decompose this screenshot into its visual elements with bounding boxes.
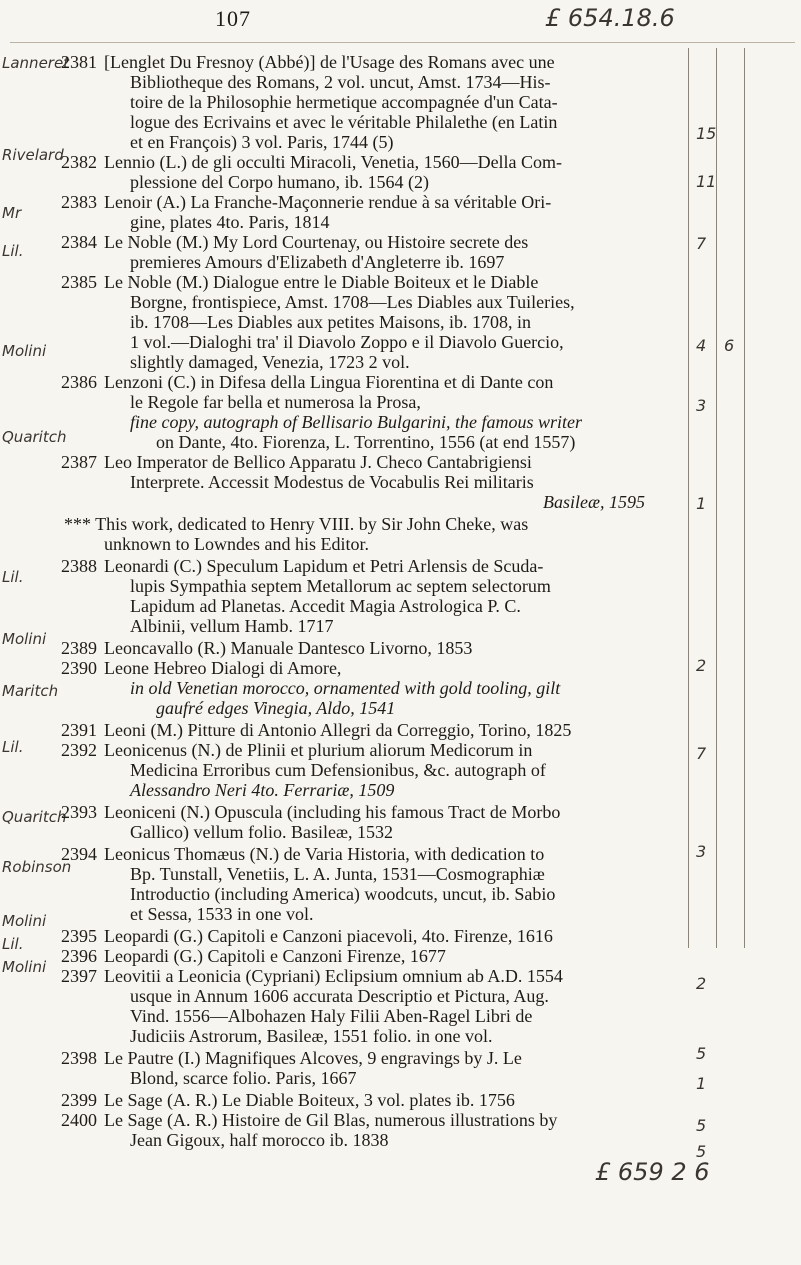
entry-line: Blond, scarce folio. Paris, 1667 [130,1068,357,1088]
entry-line: Leonicenus (N.) de Plinii et plurium aliorum Medicorum in [104,740,533,760]
price-pounds: 3 [696,396,707,415]
entry-line: [Lenglet Du Fresnoy (Abbé)] de l'Usage des Romans avec une [104,52,555,72]
entry-line: Bp. Tunstall, Venetiis, L. A. Junta, 1531—Cosmographiæ [130,864,545,884]
entry-line: et en François) 3 vol. Paris, 1744 (5) [130,132,394,152]
entry-line: gaufré edges Vinegia, Aldo, 1541 [156,698,396,718]
margin-note: Molini [2,342,47,360]
price-pounds: 7 [696,744,707,763]
note-line: *** This work, dedicated to Henry VIII. by Sir John Cheke, was [64,514,529,534]
price-pounds: 3 [696,842,707,861]
margin-note: Robinson [2,858,72,876]
page-number: 107 [215,6,251,31]
entry-line: Alessandro Neri 4to. Ferrariæ, 1509 [130,780,395,800]
entry-line: Le Sage (A. R.) Histoire de Gil Blas, numerous illustrations by [104,1110,558,1130]
catalogue-entry [61,52,649,152]
entry-line: premieres Amours d'Elizabeth d'Angleterre ib. 1697 [130,252,505,272]
entry-line: Le Noble (M.) My Lord Courtenay, ou Histoire secrete des [104,232,529,252]
catalogue-entry [61,966,649,1046]
lot-number: 2390 [61,658,97,678]
entry-line: Albinii, vellum Hamb. 1717 [130,616,334,636]
note-line: unknown to Lowndes and his Editor. [104,534,369,554]
margin-note: Quaritch [2,808,67,826]
price-pounds: 1 [696,1074,707,1093]
margin-note: Rivelard [2,146,64,164]
entry-line: slightly damaged, Venezia, 1723 2 vol. [130,352,410,372]
catalogue-entry [61,556,649,636]
price-shillings: 6 [724,336,735,355]
entry-line: plessione del Corpo humano, ib. 1564 (2) [130,172,429,192]
lot-number: 2388 [61,556,97,576]
entry-line: 1 vol.—Dialoghi tra' il Diavolo Zoppo e il Diavolo Guercio, [130,332,564,352]
entry-line: Bibliotheque des Romans, 2 vol. uncut, Amst. 1734—His- [130,72,551,92]
margin-note: Lil. [2,738,24,756]
entry-line: logue des Ecrivains et avec le véritable Philalethe (en Latin [130,112,558,132]
price-pounds: 2 [696,656,707,675]
entry-line: Lapidum ad Planetas. Accedit Magia Astrologica P. C. [130,596,521,616]
margin-note: Molini [2,912,47,930]
entry-line: Leovitii a Leonicia (Cypriani) Eclipsium omnium ab A.D. 1554 [104,966,563,986]
entry-line: Vind. 1556—Albohazen Haly Filii Aben-Ragel Libri de [130,1006,533,1026]
lot-number: 2397 [61,966,97,986]
entry-line: gine, plates 4to. Paris, 1814 [130,212,330,232]
margin-note: Maritch [2,682,59,700]
header-divider [10,42,795,43]
entry-line: Lenoir (A.) La Franche-Maçonnerie rendue à sa véritable Ori- [104,192,552,212]
lot-number: 2386 [61,372,97,392]
price-pounds: 5 [696,1116,707,1135]
catalogue-entry [61,152,649,192]
lot-number: 2399 [61,1090,97,1110]
catalogue-entry [61,1090,649,1110]
entry-line: Leoni (M.) Pitture di Antonio Allegri da Correggio, Torino, 1825 [104,720,572,740]
lot-number: 2389 [61,638,97,658]
entry-line: on Dante, 4to. Fiorenza, L. Torrentino, 1556 (at end 1557) [156,432,576,452]
lot-number: 2381 [61,52,97,72]
entry-line: Medicina Erroribus cum Defensionibus, &c. autograph of [130,760,546,780]
entry-line: Le Noble (M.) Dialogue entre le Diable Boiteux et le Diable [104,272,539,292]
price-pounds: 4 [696,336,707,355]
entry-line: Leonardi (C.) Speculum Lapidum et Petri Arlensis de Scuda- [104,556,544,576]
entry-line: Lenzoni (C.) in Difesa della Lingua Fiorentina et di Dante con [104,372,554,392]
price-pounds: 15 [696,124,717,143]
catalogue-entry [61,452,649,512]
catalogue-entry [61,720,649,740]
entry-line: Basileæ, 1595 [543,492,645,512]
lot-number: 2384 [61,232,97,252]
entry-line: Leoniceni (N.) Opuscula (including his famous Tract de Morbo [104,802,561,822]
catalogue-entry [61,844,649,924]
margin-note: Mr [2,204,22,222]
catalogue-entry [61,1110,649,1150]
entry-line: Introductio (including America) woodcuts, uncut, ib. Sabio [130,884,556,904]
lot-number: 2392 [61,740,97,760]
entry-line: lupis Sympathia septem Metallorum ac septem selectorum [130,576,551,596]
catalogue-entry [61,638,649,658]
margin-note: Lil. [2,242,24,260]
margin-note: Molini [2,630,47,648]
pencil-total-bottom: £ 659 2 6 [595,1158,710,1186]
price-pounds: 2 [696,974,707,993]
entry-line: usque in Annum 1606 accurata Descriptio et Pictura, Aug. [130,986,549,1006]
lot-number: 2383 [61,192,97,212]
entry-line: Judiciis Astrorum, Basileæ, 1551 folio. in one vol. [130,1026,493,1046]
entry-line: Leopardi (G.) Capitoli e Canzoni Firenze, 1677 [104,946,446,966]
entry-line: Gallico) vellum folio. Basileæ, 1532 [130,822,393,842]
margin-note: Molini [2,958,47,976]
lot-number: 2394 [61,844,97,864]
catalogue-entry [61,802,649,842]
entry-line: Lennio (L.) de gli occulti Miracoli, Venetia, 1560—Della Com- [104,152,563,172]
price-pounds: 11 [696,172,717,191]
catalogue-note [64,514,674,554]
catalogue-entry [61,372,649,452]
catalogue-entry [61,926,649,946]
entry-line: Le Pautre (I.) Magnifiques Alcoves, 9 engravings by J. Le [104,1048,522,1068]
entry-line: et Sessa, 1533 in one vol. [130,904,314,924]
entry-line: Interprete. Accessit Modestus de Vocabulis Rei militaris [130,472,534,492]
lot-number: 2382 [61,152,97,172]
price-column-rule [744,48,745,948]
lot-number: 2385 [61,272,97,292]
entry-line: Leonicus Thomæus (N.) de Varia Historia, with dedication to [104,844,545,864]
lot-number: 2395 [61,926,97,946]
entry-line: in old Venetian morocco, ornamented with gold tooling, gilt [130,678,561,698]
lot-number: 2393 [61,802,97,822]
lot-number: 2391 [61,720,97,740]
catalogue-entry [61,1048,649,1088]
entry-line: ib. 1708—Les Diables aux petites Maisons, ib. 1708, in [130,312,531,332]
margin-note: Lil. [2,568,24,586]
entry-line: Leopardi (G.) Capitoli e Canzoni piacevoli, 4to. Firenze, 1616 [104,926,553,946]
entry-line: le Regole far bella et numerosa la Prosa, [130,392,421,412]
entry-line: Leoncavallo (R.) Manuale Dantesco Livorno, 1853 [104,638,473,658]
catalogue-entry [61,232,649,272]
price-pounds: 5 [696,1142,707,1161]
lot-number: 2400 [61,1110,97,1130]
margin-note: Lil. [2,935,24,953]
catalogue-entry [61,272,649,372]
lot-number: 2398 [61,1048,97,1068]
lot-number: 2387 [61,452,97,472]
catalogue-entry [61,192,649,232]
catalogue-entry [61,740,649,800]
entry-line: toire de la Philosophie hermetique accompagnée d'un Cata- [130,92,558,112]
price-pounds: 7 [696,234,707,253]
price-column-rule [688,48,689,948]
entry-line: fine copy, autograph of Bellisario Bulgarini, the famous writer [130,412,582,432]
margin-note: Quaritch [2,428,67,446]
pencil-total-top: £ 654.18.6 [545,4,675,32]
entry-line: Le Sage (A. R.) Le Diable Boiteux, 3 vol. plates ib. 1756 [104,1090,515,1110]
entry-line: Borgne, frontispiece, Amst. 1708—Les Diables aux Tuileries, [130,292,575,312]
lot-number: 2396 [61,946,97,966]
price-pounds: 5 [696,1044,707,1063]
entry-line: Leo Imperator de Bellico Apparatu J. Checo Cantabrigiensi [104,452,532,472]
catalogue-entry [61,946,649,966]
margin-note: Lanneret [2,54,70,72]
catalogue-entry [61,658,649,718]
price-pounds: 1 [696,494,707,513]
entry-line: Leone Hebreo Dialogi di Amore, [104,658,342,678]
entry-line: Jean Gigoux, half morocco ib. 1838 [130,1130,389,1150]
